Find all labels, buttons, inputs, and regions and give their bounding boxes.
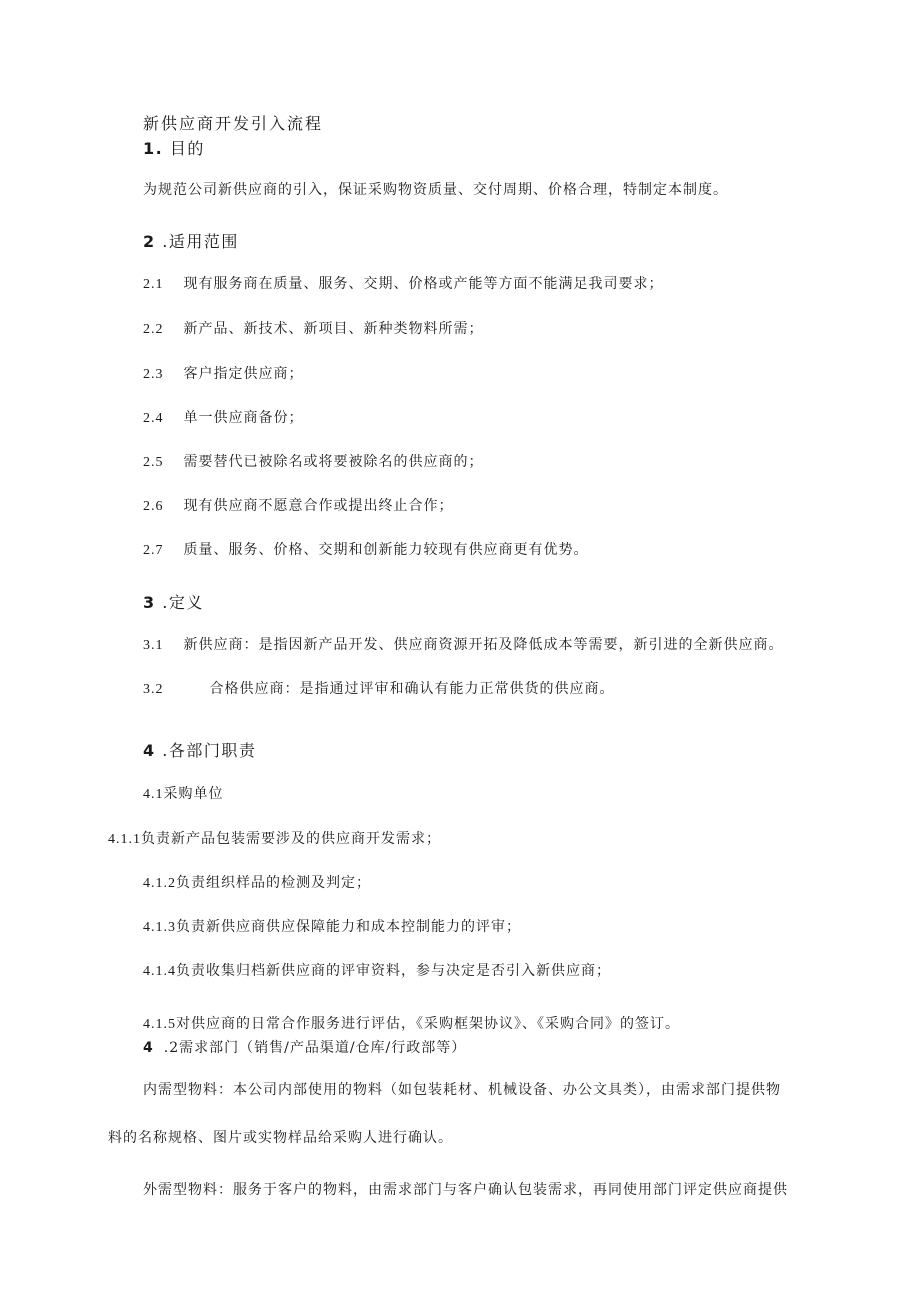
item-text: 负责收集归档新供应商的评审资料，参与决定是否引入新供应商； bbox=[176, 963, 611, 979]
section-1-heading bbox=[143, 139, 205, 159]
section-title: .各部门职责 bbox=[162, 741, 257, 760]
item-number: 4.1.4 bbox=[143, 964, 176, 979]
item-text: 负责新产品包装需要涉及的供应商开发需求； bbox=[141, 831, 441, 847]
list-item bbox=[108, 829, 441, 850]
list-item bbox=[143, 961, 611, 982]
item-text: 客户指定供应商； bbox=[183, 366, 304, 382]
item-number: 4.1.3 bbox=[143, 920, 176, 935]
list-item bbox=[143, 917, 521, 938]
paragraph-line: 料的名称规格、图片或实物样品给采购人进行确认。 bbox=[108, 1130, 453, 1146]
item-text: 质量、服务、价格、交期和创新能力较现有供应商更有优势。 bbox=[183, 542, 589, 558]
list-item bbox=[143, 319, 484, 340]
item-number: 2.1 bbox=[143, 277, 164, 292]
paragraph-line: 内需型物料：本公司内部使用的物料（如包装耗材、机械设备、办公文具类），由需求部门提供物 bbox=[143, 1082, 781, 1098]
list-item bbox=[143, 408, 304, 429]
item-text: 需要替代已被除名或将要被除名的供应商的； bbox=[183, 454, 484, 470]
section-title: .定义 bbox=[162, 593, 204, 612]
list-item bbox=[143, 1014, 680, 1035]
item-text: 新供应商：是指因新产品开发、供应商资源开拓及降低成本等需要，新引进的全新供应商。 bbox=[183, 637, 784, 653]
item-number: 4.1.2 bbox=[143, 876, 176, 891]
item-number: 2.6 bbox=[143, 499, 164, 514]
item-text: 负责组织样品的检测及判定； bbox=[176, 875, 371, 891]
list-item bbox=[143, 679, 615, 700]
subsection-4-2 bbox=[143, 1038, 466, 1058]
item-text: 单一供应商备份； bbox=[183, 410, 304, 426]
section-3-heading bbox=[143, 593, 204, 613]
section-title: .适用范围 bbox=[162, 232, 239, 251]
item-number: 4.1.1 bbox=[108, 832, 141, 847]
item-text: 对供应商的日常合作服务进行评估，《采购框架协议》、《采购合同》的签订。 bbox=[176, 1016, 680, 1032]
section-number: 3 bbox=[143, 593, 156, 612]
item-number: 4.1 bbox=[143, 787, 164, 802]
paragraph-line: 外需型物料：服务于客户的物料，由需求部门与客户确认包装需求，再同使用部门评定供应商提供 bbox=[143, 1182, 788, 1198]
item-text: 新产品、新技术、新项目、新种类物料所需； bbox=[183, 321, 484, 337]
item-number: 2.3 bbox=[143, 367, 164, 382]
section-number: 1. bbox=[143, 139, 164, 158]
list-item bbox=[143, 635, 784, 656]
section-number: 2 bbox=[143, 232, 156, 251]
item-number: 3.1 bbox=[143, 638, 164, 653]
list-item bbox=[143, 496, 454, 517]
list-item bbox=[143, 452, 484, 473]
item-text: 采购单位 bbox=[163, 786, 224, 802]
item-text: 现有服务商在质量、服务、交期、价格或产能等方面不能满足我司要求； bbox=[183, 276, 664, 292]
list-item bbox=[143, 540, 589, 561]
item-number: 2.7 bbox=[143, 543, 164, 558]
item-text: 合格供应商：是指通过评审和确认有能力正常供货的供应商。 bbox=[209, 681, 615, 697]
list-item bbox=[143, 274, 664, 295]
item-text: .2需求部门（销售/产品渠道/仓库/行政部等） bbox=[163, 1040, 467, 1056]
item-number: 2.2 bbox=[143, 322, 164, 337]
document-title: 新供应商开发引入流程 bbox=[143, 114, 324, 133]
item-number: 2.4 bbox=[143, 411, 164, 426]
section-2-heading bbox=[143, 232, 239, 252]
item-number: 4 bbox=[143, 1040, 154, 1056]
item-text: 负责新供应商供应保障能力和成本控制能力的评审； bbox=[176, 919, 521, 935]
list-item bbox=[143, 364, 304, 385]
section-1-body: 为规范公司新供应商的引入，保证采购物资质量、交付周期、价格合理，特制定本制度。 bbox=[143, 182, 728, 198]
subsection-4-1 bbox=[143, 784, 224, 805]
item-number: 2.5 bbox=[143, 455, 164, 470]
section-4-heading bbox=[143, 741, 256, 761]
section-number: 4 bbox=[143, 741, 156, 760]
section-title: 目的 bbox=[169, 139, 205, 158]
item-number: 4.1.5 bbox=[143, 1017, 176, 1032]
item-number: 3.2 bbox=[143, 682, 164, 697]
item-text: 现有供应商不愿意合作或提出终止合作； bbox=[183, 498, 454, 514]
list-item bbox=[143, 873, 371, 894]
